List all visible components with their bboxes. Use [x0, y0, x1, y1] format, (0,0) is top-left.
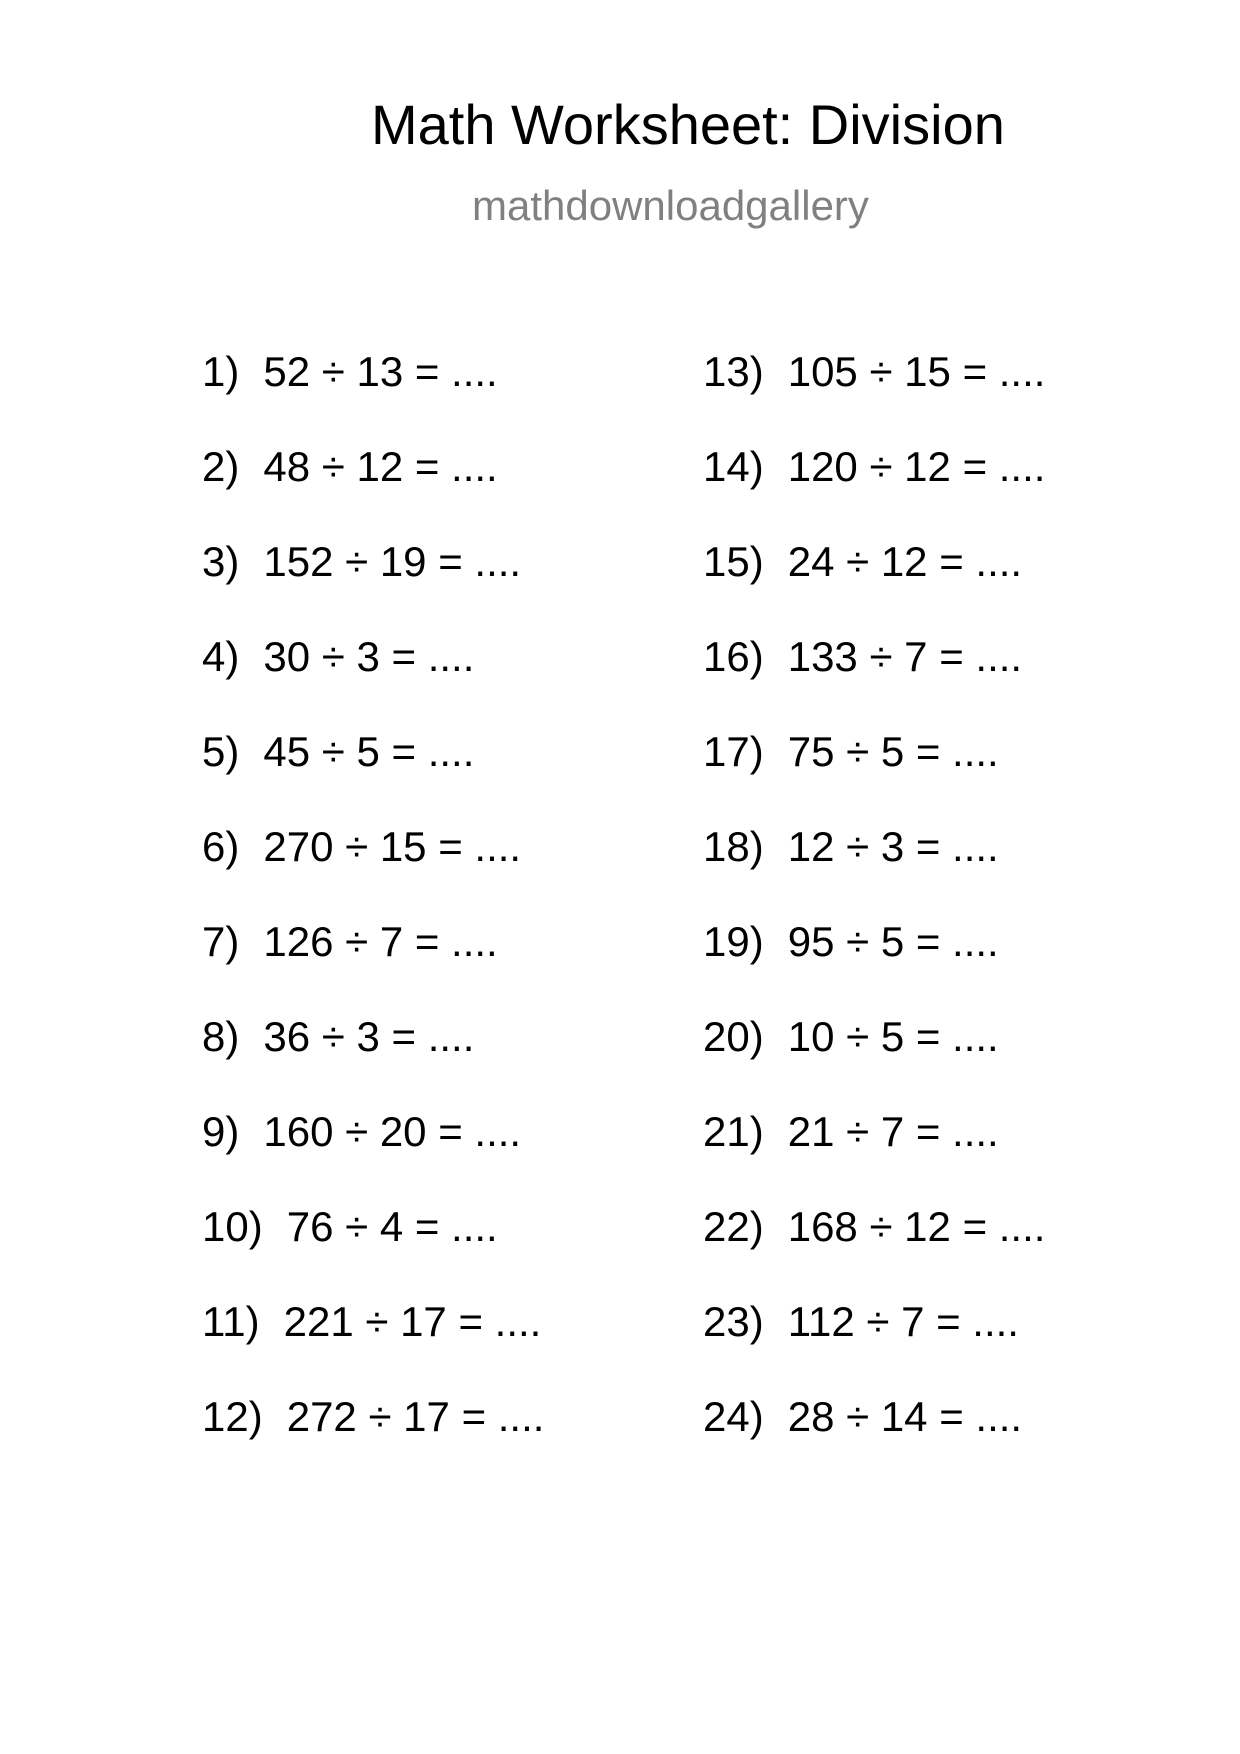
problem-expression: 168 ÷ 12 = .... [787, 1203, 1046, 1250]
problem-expression: 133 ÷ 7 = .... [787, 633, 1023, 680]
page-title: Math Worksheet: Division [371, 93, 1005, 156]
problem-item [202, 1013, 544, 1111]
problem-item [703, 728, 1045, 826]
problem-number: 2 ) [202, 446, 239, 488]
problem-expression: 95 ÷ 5 = .... [787, 918, 999, 965]
problem-expression: 272 ÷ 17 = .... [286, 1393, 545, 1440]
problem-number: 1 ) [202, 351, 239, 393]
problem-expression: 48 ÷ 12 = .... [263, 443, 498, 490]
problem-item [703, 443, 1046, 541]
problem-number: 16 ) [703, 636, 764, 678]
problem-item [703, 1013, 1045, 1111]
problem-expression: 160 ÷ 20 = .... [263, 1108, 522, 1155]
problem-expression: 221 ÷ 17 = .... [283, 1298, 542, 1345]
problem-number: 24 ) [703, 1396, 764, 1438]
problem-number: 21 ) [703, 1111, 764, 1153]
problem-number: 12 ) [202, 1396, 263, 1438]
problem-item [703, 1108, 1045, 1206]
problem-number: 19 ) [703, 921, 764, 963]
problem-expression: 21 ÷ 7 = .... [787, 1108, 999, 1155]
problem-item [703, 538, 1045, 636]
problem-number: 10 ) [202, 1206, 263, 1248]
problem-number: 13 ) [703, 351, 764, 393]
problem-expression: 105 ÷ 15 = .... [787, 348, 1046, 395]
page-subtitle: mathdownloadgallery [472, 182, 869, 229]
problem-item [202, 1298, 544, 1396]
problem-number: 6 ) [202, 826, 239, 868]
problem-item [202, 728, 544, 826]
problem-number: 15 ) [703, 541, 764, 583]
problem-expression: 76 ÷ 4 = .... [286, 1203, 498, 1250]
problem-expression: 28 ÷ 14 = .... [787, 1393, 1023, 1440]
problem-expression: 45 ÷ 5 = .... [263, 728, 475, 775]
problem-item [703, 918, 1045, 1016]
problem-expression: 152 ÷ 19 = .... [263, 538, 522, 585]
problem-list-left [202, 348, 545, 1491]
problem-number: 14 ) [703, 446, 764, 488]
problem-number: 5 ) [202, 731, 239, 773]
problem-item [202, 443, 544, 541]
problem-number: 7 ) [202, 921, 239, 963]
problem-item [703, 1298, 1045, 1396]
problem-number: 18 ) [703, 826, 764, 868]
problem-number: 23 ) [703, 1301, 764, 1343]
problem-item [703, 633, 1045, 731]
problem-expression: 75 ÷ 5 = .... [787, 728, 999, 775]
problem-expression: 120 ÷ 12 = .... [787, 443, 1046, 490]
problem-number: 4 ) [202, 636, 239, 678]
problem-number: 3 ) [202, 541, 239, 583]
problem-number: 22 ) [703, 1206, 764, 1248]
problem-item [202, 1108, 544, 1206]
problem-item [202, 1393, 545, 1491]
problem-expression: 270 ÷ 15 = .... [263, 823, 522, 870]
problem-item [202, 823, 544, 921]
problem-expression: 10 ÷ 5 = .... [787, 1013, 999, 1060]
problem-expression: 112 ÷ 7 = .... [787, 1298, 1019, 1345]
problem-item [703, 823, 1045, 921]
problem-item [703, 1393, 1045, 1491]
problem-item [703, 1203, 1046, 1301]
problem-number: 11 ) [202, 1301, 260, 1343]
problem-expression: 24 ÷ 12 = .... [787, 538, 1023, 585]
problem-item [202, 348, 544, 446]
problem-expression: 30 ÷ 3 = .... [263, 633, 475, 680]
problem-list-right [703, 348, 1046, 1491]
problem-number: 20 ) [703, 1016, 764, 1058]
problem-number: 9 ) [202, 1111, 239, 1153]
problem-item [202, 633, 544, 731]
problem-expression: 52 ÷ 13 = .... [263, 348, 498, 395]
problem-expression: 12 ÷ 3 = .... [787, 823, 999, 870]
problem-item [202, 918, 544, 1016]
problem-item [703, 348, 1046, 446]
problem-expression: 126 ÷ 7 = .... [263, 918, 498, 965]
problem-expression: 36 ÷ 3 = .... [263, 1013, 475, 1060]
problem-item [202, 1203, 544, 1301]
problem-number: 17 ) [703, 731, 764, 773]
problem-item [202, 538, 544, 636]
problem-number: 8 ) [202, 1016, 239, 1058]
